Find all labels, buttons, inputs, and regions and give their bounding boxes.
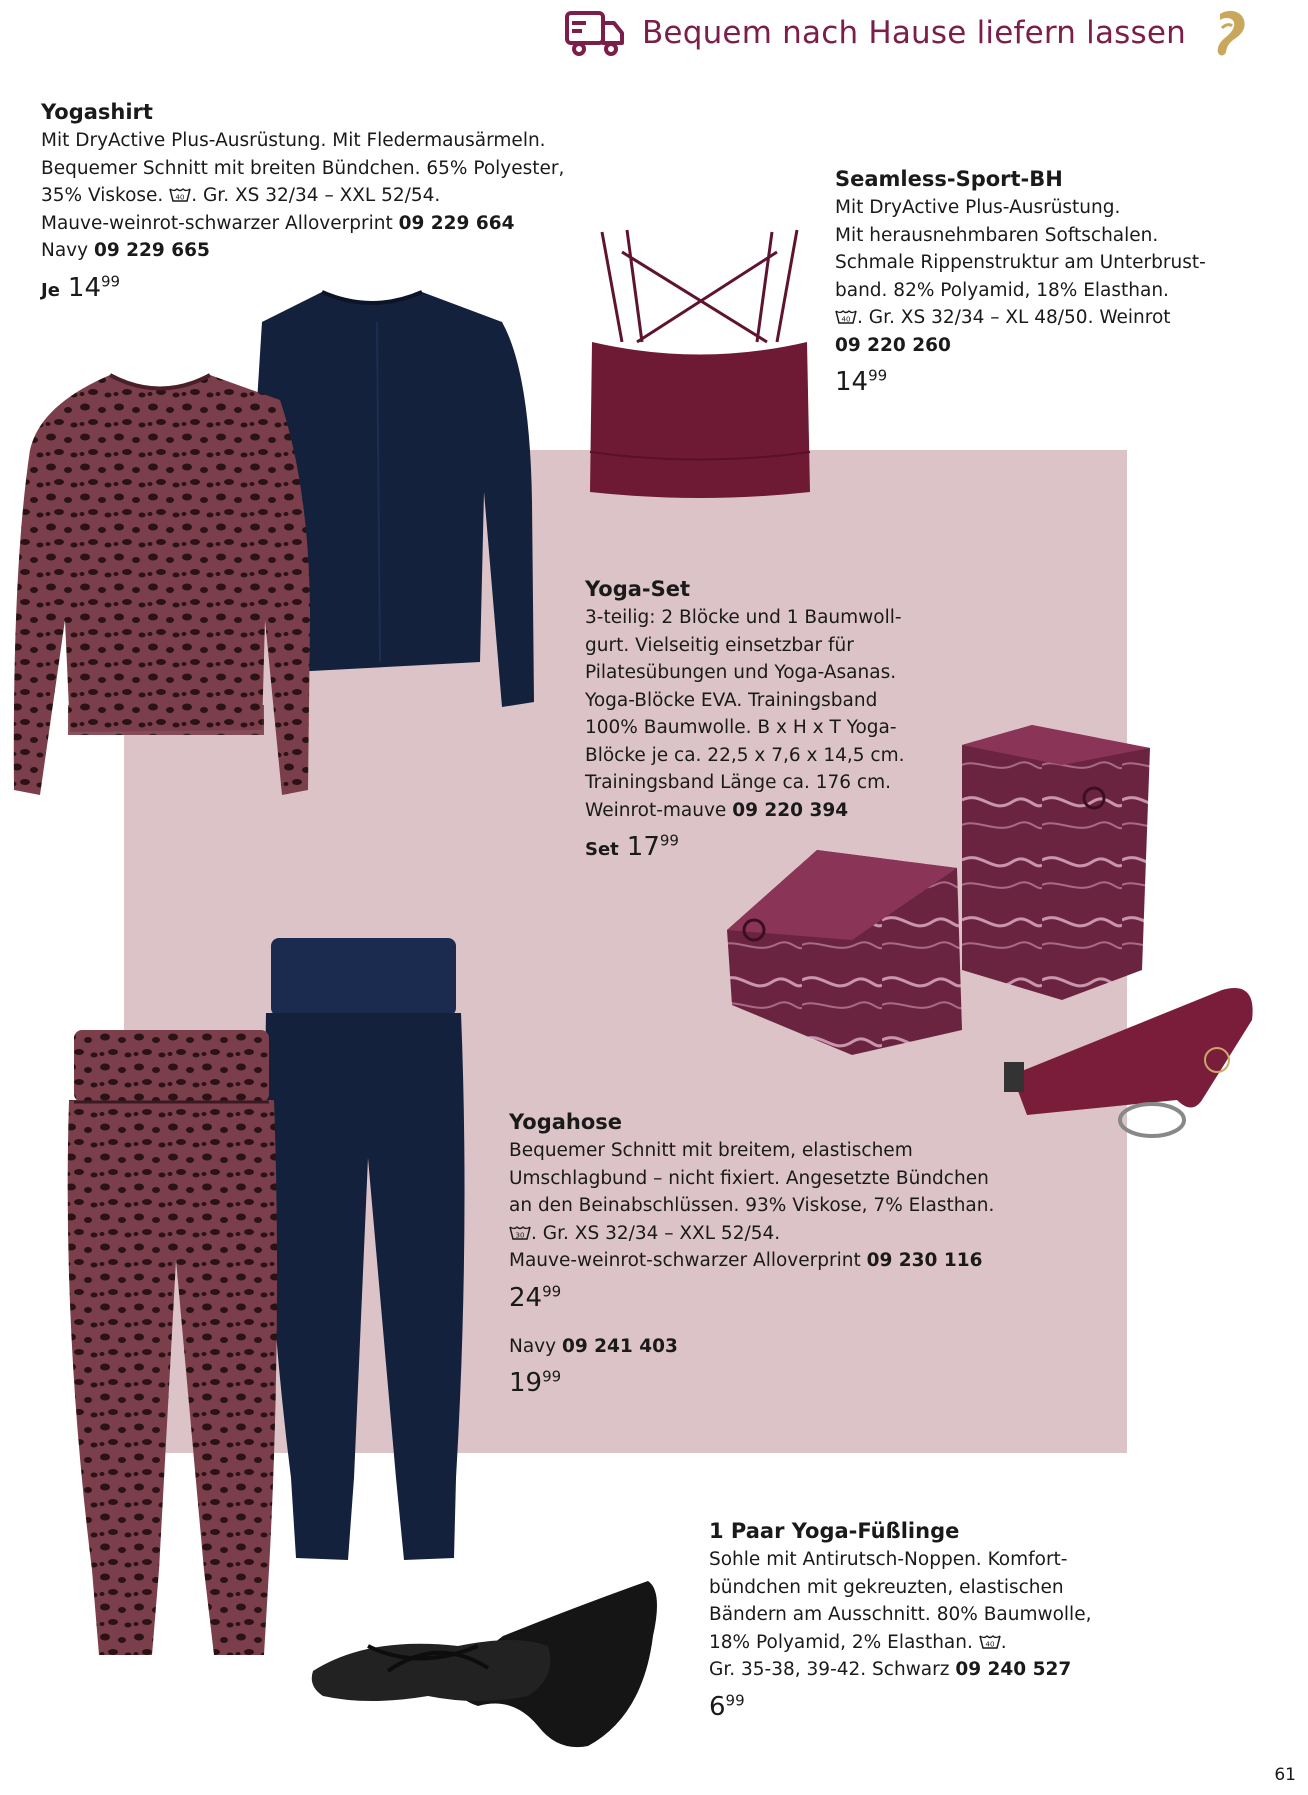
yogahose-variant-1: Mauve-weinrot-schwarzer Alloverprint 09 230 116 [509,1250,983,1271]
yogaset-article: 09 220 394 [732,799,849,821]
fuesslinge-desc-line-4: 18% Polyamid, 2% Elasthan. 40 . [709,1631,1007,1653]
yogaset-desc-line-1: 3-teilig: 2 Blöcke und 1 Baumwoll- [585,607,902,628]
sportbh-article: 09 220 260 [835,334,951,356]
header-title: Bequem nach Hause liefern lassen [641,15,1186,51]
sportbh-desc-line-3: Schmale Rippenstruktur am Unterbrust- [835,252,1206,273]
page-number: 61 [1274,1765,1296,1785]
yogaset-desc-line-4: Yoga-Blöcke EVA. Trainingsband [585,689,878,711]
svg-text:40: 40 [841,315,851,324]
wash-40-icon [979,1634,1001,1650]
fuesslinge-desc-line-5: Gr. 35-38, 39-42. Schwarz 09 240 527 [709,1659,1072,1680]
yogahose-article-1: 09 230 116 [866,1250,983,1271]
fuesslinge-desc-line-2: bündchen mit gekreuzten, elastischen [709,1576,1064,1598]
yogahose-block [509,1107,1069,1400]
yogahose-desc-line-3: an den Beinabschlüssen. 93% Viskose, 7% Elasthan. [509,1195,995,1216]
yogaset-desc-line-6: Blöcke je ca. 22,5 x 7,6 x 14,5 cm. [585,744,905,766]
wash-30-icon [509,1225,531,1241]
yogaset-variant: Weinrot-mauve 09 220 394 [585,799,849,821]
sportbh-desc-line-2: Mit herausnehmbaren Softschalen. [835,224,1159,246]
svg-text:40: 40 [175,193,185,202]
yogashirt-block [41,97,581,308]
coffee-bean-logo-icon [1212,8,1248,58]
yogahose-article-2: 09 241 403 [561,1335,678,1357]
yogaset-desc-line-7: Trainingsband Länge ca. 176 cm. [585,772,891,793]
yogaset-desc-line-2: gurt. Vielseitig einsetzbar für [585,634,854,656]
sportbh-image [582,222,817,508]
fuesslinge-article: 09 240 527 [955,1659,1072,1680]
yogashirt-price: Je $14^{99}$ [41,271,121,303]
yogashirt-variant-2: Navy 09 229 665 [41,240,210,261]
yogaset-title: Yoga-Set [585,577,691,601]
yogashirt-article-2: 09 229 665 [93,240,210,261]
svg-text:40: 40 [985,1640,995,1648]
sportbh-price: $14^{99}$ [835,366,888,397]
header [564,8,1248,58]
yogahose-price-1: $24^{99}$ [509,1281,562,1313]
yogashirt-title: Yogashirt [41,100,153,124]
yogahose-desc-line-1: Bequemer Schnitt mit breitem, elastischem [509,1140,913,1161]
sportbh-desc-line-4: band. 82% Polyamid, 18% Elasthan. [835,279,1169,301]
yogashirt-variant-1: Mauve-weinrot-schwarzer Alloverprint 09 229 664 [41,212,515,234]
yogashirt-desc-line-3: 35% Viskose. 40 . Gr. XS 32/34 – XXL 52/54. [41,185,441,206]
fuesslinge-block [709,1516,1129,1724]
fuesslinge-image [308,1576,663,1752]
yogahose-navy-image [256,938,472,1563]
yogahose-variant-2: Navy 09 241 403 [509,1335,678,1357]
yogaset-desc-line-5: 100% Baumwolle. B x H x T Yoga- [585,717,897,738]
yogashirt-leopard-image [10,370,310,802]
yogaset-image [722,720,1257,1140]
yogashirt-article-1: 09 229 664 [398,212,515,234]
wash-40-icon [169,187,191,203]
yogahose-desc-line-2: Umschlagbund – nicht fixiert. Angesetzte Bündchen [509,1167,989,1189]
delivery-truck-icon [564,9,626,57]
yogaset-price: Set $17^{99}$ [585,831,679,862]
yogahose-price-2: $19^{99}$ [509,1367,562,1398]
fuesslinge-desc-line-3: Bändern am Ausschnitt. 80% Baumwolle, [709,1604,1092,1625]
yogahose-leopard-image [64,1030,284,1660]
yogahose-title: Yogahose [509,1110,623,1134]
yogashirt-desc-line-1: Mit DryActive Plus-Ausrüstung. Mit Fledermausärmeln. [41,130,546,151]
sportbh-desc-line-5: 40 . Gr. XS 32/34 – XL 48/50. Weinrot [835,304,1255,332]
sportbh-block [835,164,1255,399]
fuesslinge-price: $6^{99}$ [709,1690,745,1722]
fuesslinge-title: 1 Paar Yoga-Füßlinge [709,1519,960,1543]
sportbh-title: Seamless-Sport-BH [835,167,1063,191]
yogashirt-desc-line-2: Bequemer Schnitt mit breiten Bündchen. 65% Polyester, [41,157,565,179]
svg-text:30: 30 [515,1231,525,1239]
wash-40-icon [835,309,857,325]
yogaset-desc-line-3: Pilatesübungen und Yoga-Asanas. [585,662,897,683]
yogahose-desc-line-4: 30 . Gr. XS 32/34 – XXL 52/54. [509,1220,1069,1248]
fuesslinge-desc-line-1: Sohle mit Antirutsch-Noppen. Komfort- [709,1549,1068,1570]
sportbh-desc-line-1: Mit DryActive Plus-Ausrüstung. [835,197,1121,218]
